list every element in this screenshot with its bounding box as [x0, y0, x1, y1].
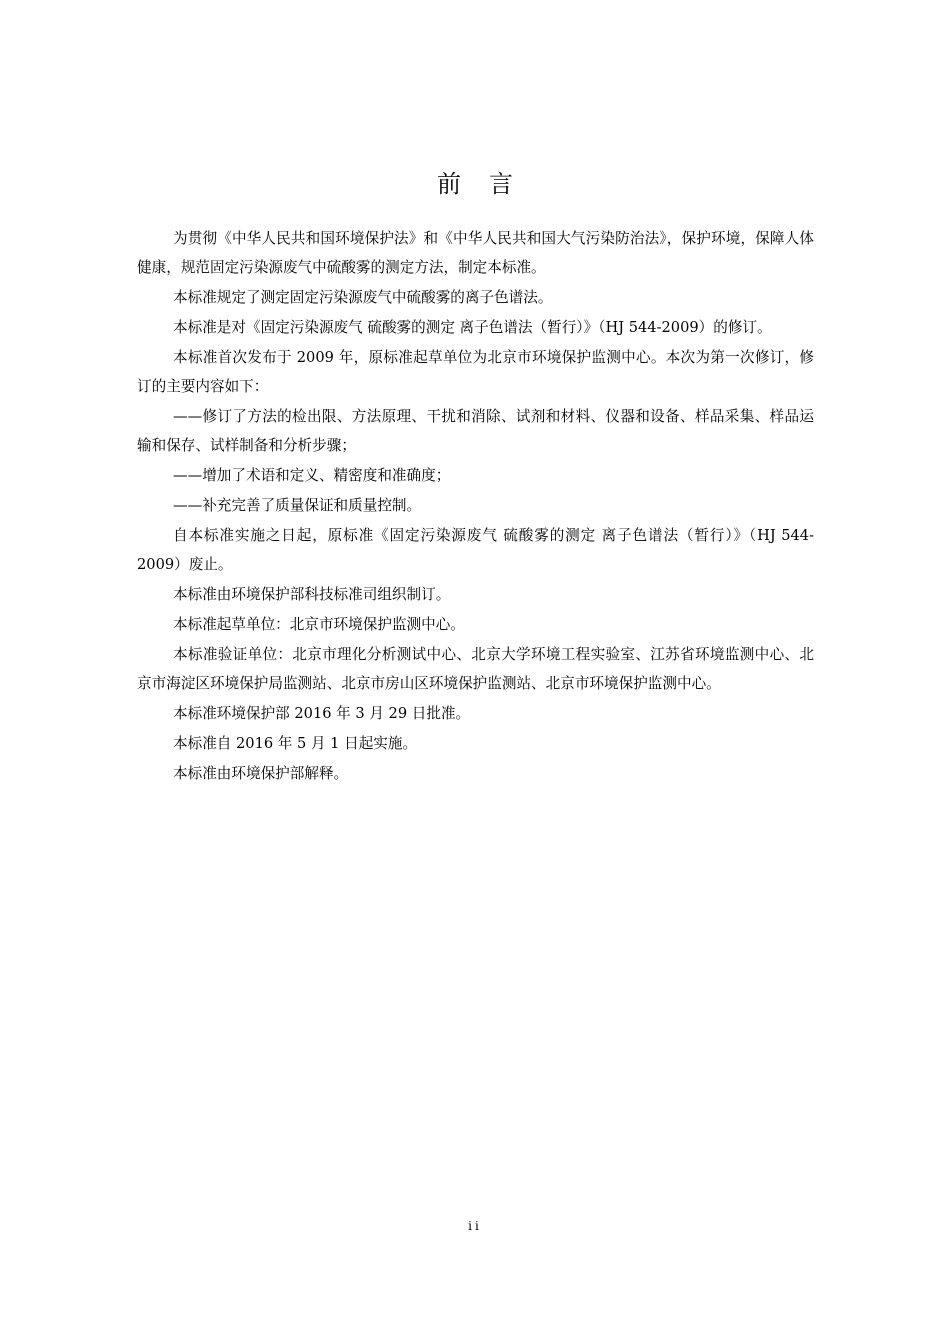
paragraph-organizer: 本标准由环境保护部科技标准司组织制订。	[173, 586, 451, 603]
paragraph-change-2: ——增加了术语和定义、精密度和准确度；	[173, 467, 451, 484]
paragraph-scope: 本标准规定了测定固定污染源废气中硫酸雾的离子色谱法。	[173, 289, 553, 306]
paragraph-approval-date: 本标准环境保护部 2016 年 3 月 29 日批准。	[173, 705, 471, 722]
paragraph-history: 本标准首次发布于 2009 年，原标准起草单位为北京市环境保护监测中心。本次为第一次修订，修订的主要内容如下：	[137, 349, 814, 395]
foreword-body	[137, 224, 814, 789]
paragraph-purpose: 为贯彻《中华人民共和国环境保护法》和《中华人民共和国大气污染防治法》，保护环境，保障人体健康，规范固定污染源废气中硫酸雾的测定方法，制定本标准。	[137, 230, 814, 276]
paragraph-change-1: ——修订了方法的检出限、方法原理、干扰和消除、试剂和材料、仪器和设备、样品采集、样品运输和保存、试样制备和分析步骤；	[137, 408, 814, 454]
page-title: 前言	[437, 170, 541, 198]
paragraph-revision-of: 本标准是对《固定污染源废气 硫酸雾的测定 离子色谱法（暂行）》（HJ 544-2009）的修订。	[173, 319, 772, 336]
page-number: ii	[468, 1219, 482, 1233]
paragraph-drafter: 本标准起草单位：北京市环境保护监测中心。	[173, 616, 465, 633]
paragraph-effective-date: 本标准自 2016 年 5 月 1 日起实施。	[173, 735, 418, 752]
paragraph-verifiers: 本标准验证单位：北京市理化分析测试中心、北京大学环境工程实验室、江苏省环境监测中心、北京市海淀区环境保护局监测站、北京市房山区环境保护监测站、北京市环境保护监测中心。	[137, 646, 814, 692]
paragraph-interpretation: 本标准由环境保护部解释。	[173, 765, 349, 782]
paragraph-repeal: 自本标准实施之日起，原标准《固定污染源废气 硫酸雾的测定 离子色谱法（暂行）》（HJ 544-2009）废止。	[137, 527, 814, 573]
paragraph-change-3: ——补充完善了质量保证和质量控制。	[173, 497, 422, 514]
